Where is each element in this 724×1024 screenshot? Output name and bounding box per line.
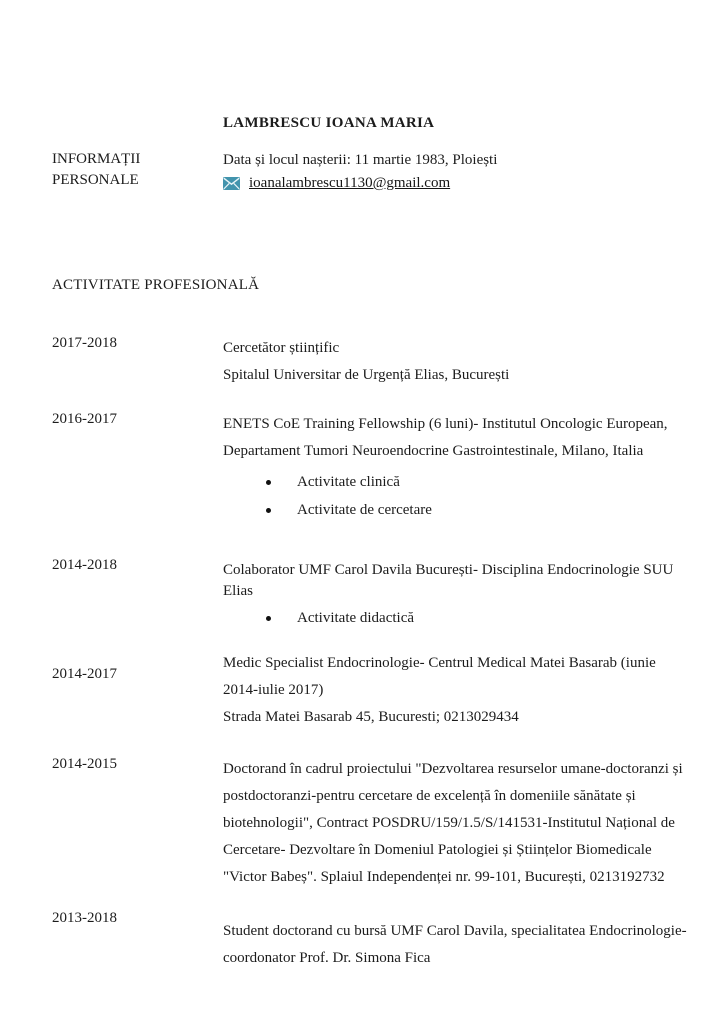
bullet-text: Activitate de cercetare (297, 502, 432, 518)
bullet-icon (266, 508, 271, 513)
entry-date: 2014-2018 (52, 557, 117, 573)
entry-date: 2014-2015 (52, 756, 117, 772)
entry-line: Cercetare- Dezvoltare în Domeniul Patologiei și Științelor Biomedicale (223, 842, 652, 858)
entry-content (223, 560, 703, 632)
entry-line: Colaborator UMF Carol Davila București- Disciplina Endocrinologie SUU (223, 562, 674, 578)
entry-line: coordonator Prof. Dr. Simona Fica (223, 950, 431, 966)
entry-date: 2013-2018 (52, 910, 117, 926)
entry-line: 2014-iulie 2017) (223, 682, 324, 698)
entry-content (223, 756, 703, 891)
bullet-icon (266, 616, 271, 621)
birth-info: Data și locul nașterii: 11 martie 1983, Ploiești (223, 152, 498, 168)
personal-info-label-line1: INFORMAȚII (52, 151, 141, 167)
envelope-icon (223, 177, 240, 190)
entry-line: Doctorand în cadrul proiectului "Dezvoltarea resurselor umane-doctoranzi și (223, 761, 683, 777)
bullet-text: Activitate didactică (297, 610, 415, 626)
entry-line: Strada Matei Basarab 45, Bucuresti; 0213029434 (223, 709, 519, 725)
bullet-list (223, 604, 703, 632)
person-name: LAMBRESCU IOANA MARIA (223, 115, 435, 131)
entry-content (223, 335, 703, 389)
entry-line: Student doctorand cu bursă UMF Carol Davila, specialitatea Endocrinologie- (223, 923, 687, 939)
entry-line: Cercetător științific (223, 340, 340, 356)
entry-line: postdoctoranzi-pentru cercetare de excelență în domeniile sănătate și (223, 788, 636, 804)
personal-info-label-line2: PERSONALE (52, 172, 139, 188)
entry-line: ENETS CoE Training Fellowship (6 luni)- Institutul Oncologic European, (223, 416, 668, 432)
entry-content (223, 650, 703, 731)
entry-line: biotehnologii", Contract POSDRU/159/1.5/S/141531-Institutul Național de (223, 815, 675, 831)
bullet-list (223, 468, 703, 524)
entry-date: 2016-2017 (52, 411, 117, 427)
bullet-icon (266, 480, 271, 485)
bullet-text: Activitate clinică (297, 474, 400, 490)
entry-content (223, 411, 703, 524)
bullet-item (223, 496, 703, 524)
entry-line: Elias (223, 583, 253, 599)
entry-date: 2017-2018 (52, 335, 117, 351)
entry-line: Departament Tumori Neuroendocrine Gastrointestinale, Milano, Italia (223, 443, 644, 459)
entry-line: Medic Specialist Endocrinologie- Centrul Medical Matei Basarab (iunie (223, 655, 656, 671)
entry-content (223, 918, 703, 972)
entry-line: "Victor Babeș". Splaiul Independenței nr. 99-101, București, 0213192732 (223, 869, 665, 885)
bullet-item (223, 604, 703, 632)
email-link[interactable]: ioanalambrescu1130@gmail.com (249, 175, 451, 191)
section-heading-activitate-profesionala: ACTIVITATE PROFESIONALĂ (52, 277, 260, 293)
email-row (223, 175, 450, 192)
bullet-item (223, 468, 703, 496)
entry-line: Spitalul Universitar de Urgență Elias, București (223, 367, 510, 383)
entry-date: 2014-2017 (52, 666, 117, 682)
personal-info-label (52, 149, 140, 191)
